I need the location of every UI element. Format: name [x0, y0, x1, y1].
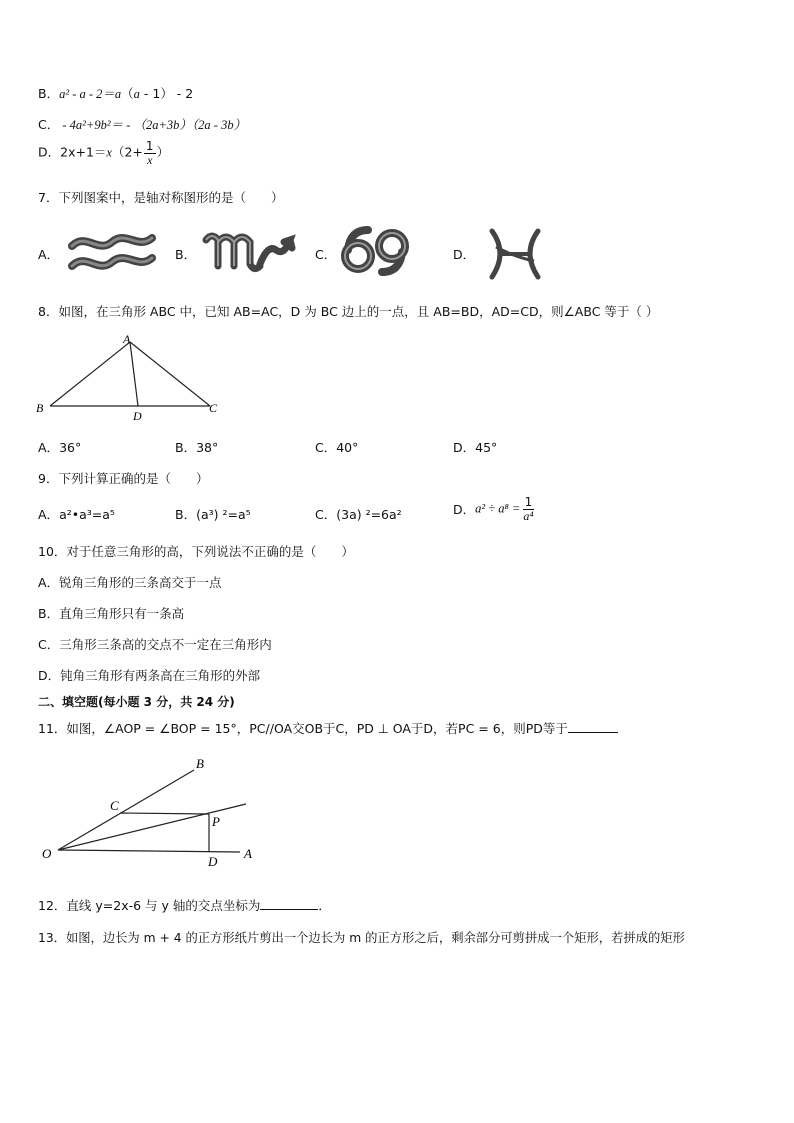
q10-stem: 10．对于任意三角形的高，下列说法不正确的是（ ）	[38, 544, 354, 559]
point-label-c: C	[110, 798, 119, 813]
answer-blank	[568, 732, 618, 733]
option-label: A．	[38, 507, 60, 522]
q6-b-a: a	[114, 87, 122, 101]
q11-stem	[38, 719, 618, 737]
fraction-denominator: x	[147, 152, 153, 167]
m-spiral-pattern-figure	[202, 226, 298, 276]
triangle-abc-figure	[30, 330, 230, 425]
q10-option-d: D．钝角三角形有两条高在三角形的外部	[38, 668, 261, 683]
q13-stem: 13．如图，边长为 m + 4 的正方形纸片剪出一个边长为 m 的正方形之后，剩余部分可剪拼成一个矩形，若拼成的矩形	[38, 931, 685, 945]
q6-b-lhs: a² - a - 2＝	[59, 87, 115, 101]
q7-option-c-label: C．	[315, 247, 337, 262]
vertex-label-c: C	[209, 401, 218, 415]
q6-b-paren: （	[121, 86, 134, 101]
q9-option-c	[315, 505, 402, 523]
q10-option-b: B．直角三角形只有一条高	[38, 606, 185, 621]
q7-option-a-label: A．	[38, 247, 60, 262]
option-label: B．	[38, 86, 60, 101]
pisces-pattern-figure	[482, 225, 548, 283]
point-label-p: P	[212, 814, 220, 829]
q8-stem: 8．如图，在三角形 ABC 中，已知 AB=AC，D 为 BC 边上的一点，且 AB=BD，AD=CD，则∠ABC 等于（ ）	[38, 304, 659, 319]
q6-d-close: ）	[156, 144, 170, 160]
q6-d-paren: （2+	[111, 144, 143, 160]
q8-option-a	[38, 438, 81, 456]
option-value: a²•a³=a⁵	[59, 507, 115, 522]
point-label-a: A	[244, 846, 252, 861]
q10-option-a: A．锐角三角形的三条高交于一点	[38, 575, 222, 590]
option-value: 38°	[196, 440, 219, 455]
fraction-numerator: 1	[524, 495, 533, 509]
option-value: (3a) ²=6a²	[336, 507, 402, 522]
option-label: C．	[315, 507, 337, 522]
angle-figure-opa	[36, 752, 266, 867]
q6-c-expr: - 4a²+9b²＝ - （2a+3b）（2a - 3b）	[59, 118, 247, 132]
q6-d-pre: 2x+1＝	[60, 144, 107, 160]
section-title: 二、填空题(每小题 3 分，共 24 分)	[38, 695, 235, 709]
q6-option-b	[38, 84, 193, 102]
option-value: (a³) ²=a⁵	[196, 507, 251, 522]
option-value: 40°	[336, 440, 359, 455]
wave-pattern-figure	[66, 228, 158, 278]
q9-option-b	[175, 505, 251, 523]
69-pattern-figure	[338, 222, 414, 280]
option-label: C．	[315, 440, 337, 455]
option-lhs: a² ÷ a⁸ =	[475, 501, 521, 516]
q9-option-d	[453, 496, 537, 522]
q10-option-c: C．三角形三条高的交点不一定在三角形内	[38, 637, 272, 652]
q11-text: 11．如图，∠AOP = ∠BOP = 15°，PC//OA交OB于C，PD ⊥ OA于D，若PC = 6，则PD等于	[38, 721, 568, 736]
fraction-denominator: a⁴	[523, 508, 534, 523]
point-label-d: D	[208, 854, 218, 867]
q7-stem: 7．下列图案中，是轴对称图形的是（ ）	[38, 190, 284, 205]
q6-d-x: x	[106, 145, 112, 160]
vertex-label-a: A	[123, 332, 131, 346]
q9-stem: 9．下列计算正确的是（ ）	[38, 471, 209, 486]
q12-text: 12．直线 y=2x-6 与 y 轴的交点坐标为	[38, 898, 261, 913]
option-value: 45°	[475, 440, 498, 455]
answer-blank	[260, 909, 318, 910]
q12-stem	[38, 896, 331, 914]
point-label-d: D	[133, 409, 142, 423]
q6-b-rest: - 1） - 2	[139, 86, 194, 101]
q8-option-d	[453, 438, 497, 456]
fraction-numerator: 1	[145, 139, 154, 153]
point-label-b: B	[196, 756, 204, 771]
q6-option-c	[38, 115, 246, 133]
option-label: D．	[453, 502, 476, 518]
option-label: B．	[175, 440, 197, 455]
option-label: D．	[453, 440, 476, 455]
q7-option-b-label: B．	[175, 247, 197, 262]
option-label: C．	[38, 117, 60, 132]
option-value: 36°	[59, 440, 82, 455]
fraction	[144, 140, 156, 166]
q8-option-b	[175, 438, 218, 456]
fraction	[521, 496, 535, 522]
q12-end: ．	[318, 898, 331, 913]
q6-option-d	[38, 140, 169, 166]
point-label-o: O	[42, 846, 52, 861]
option-label: D．	[38, 144, 61, 160]
q6-b-a2: a	[133, 87, 140, 101]
option-label: B．	[175, 507, 197, 522]
option-label: A．	[38, 440, 60, 455]
q8-option-c	[315, 438, 358, 456]
q9-option-a	[38, 505, 115, 523]
q7-option-d-label: D．	[453, 247, 476, 262]
vertex-label-b: B	[36, 401, 44, 415]
